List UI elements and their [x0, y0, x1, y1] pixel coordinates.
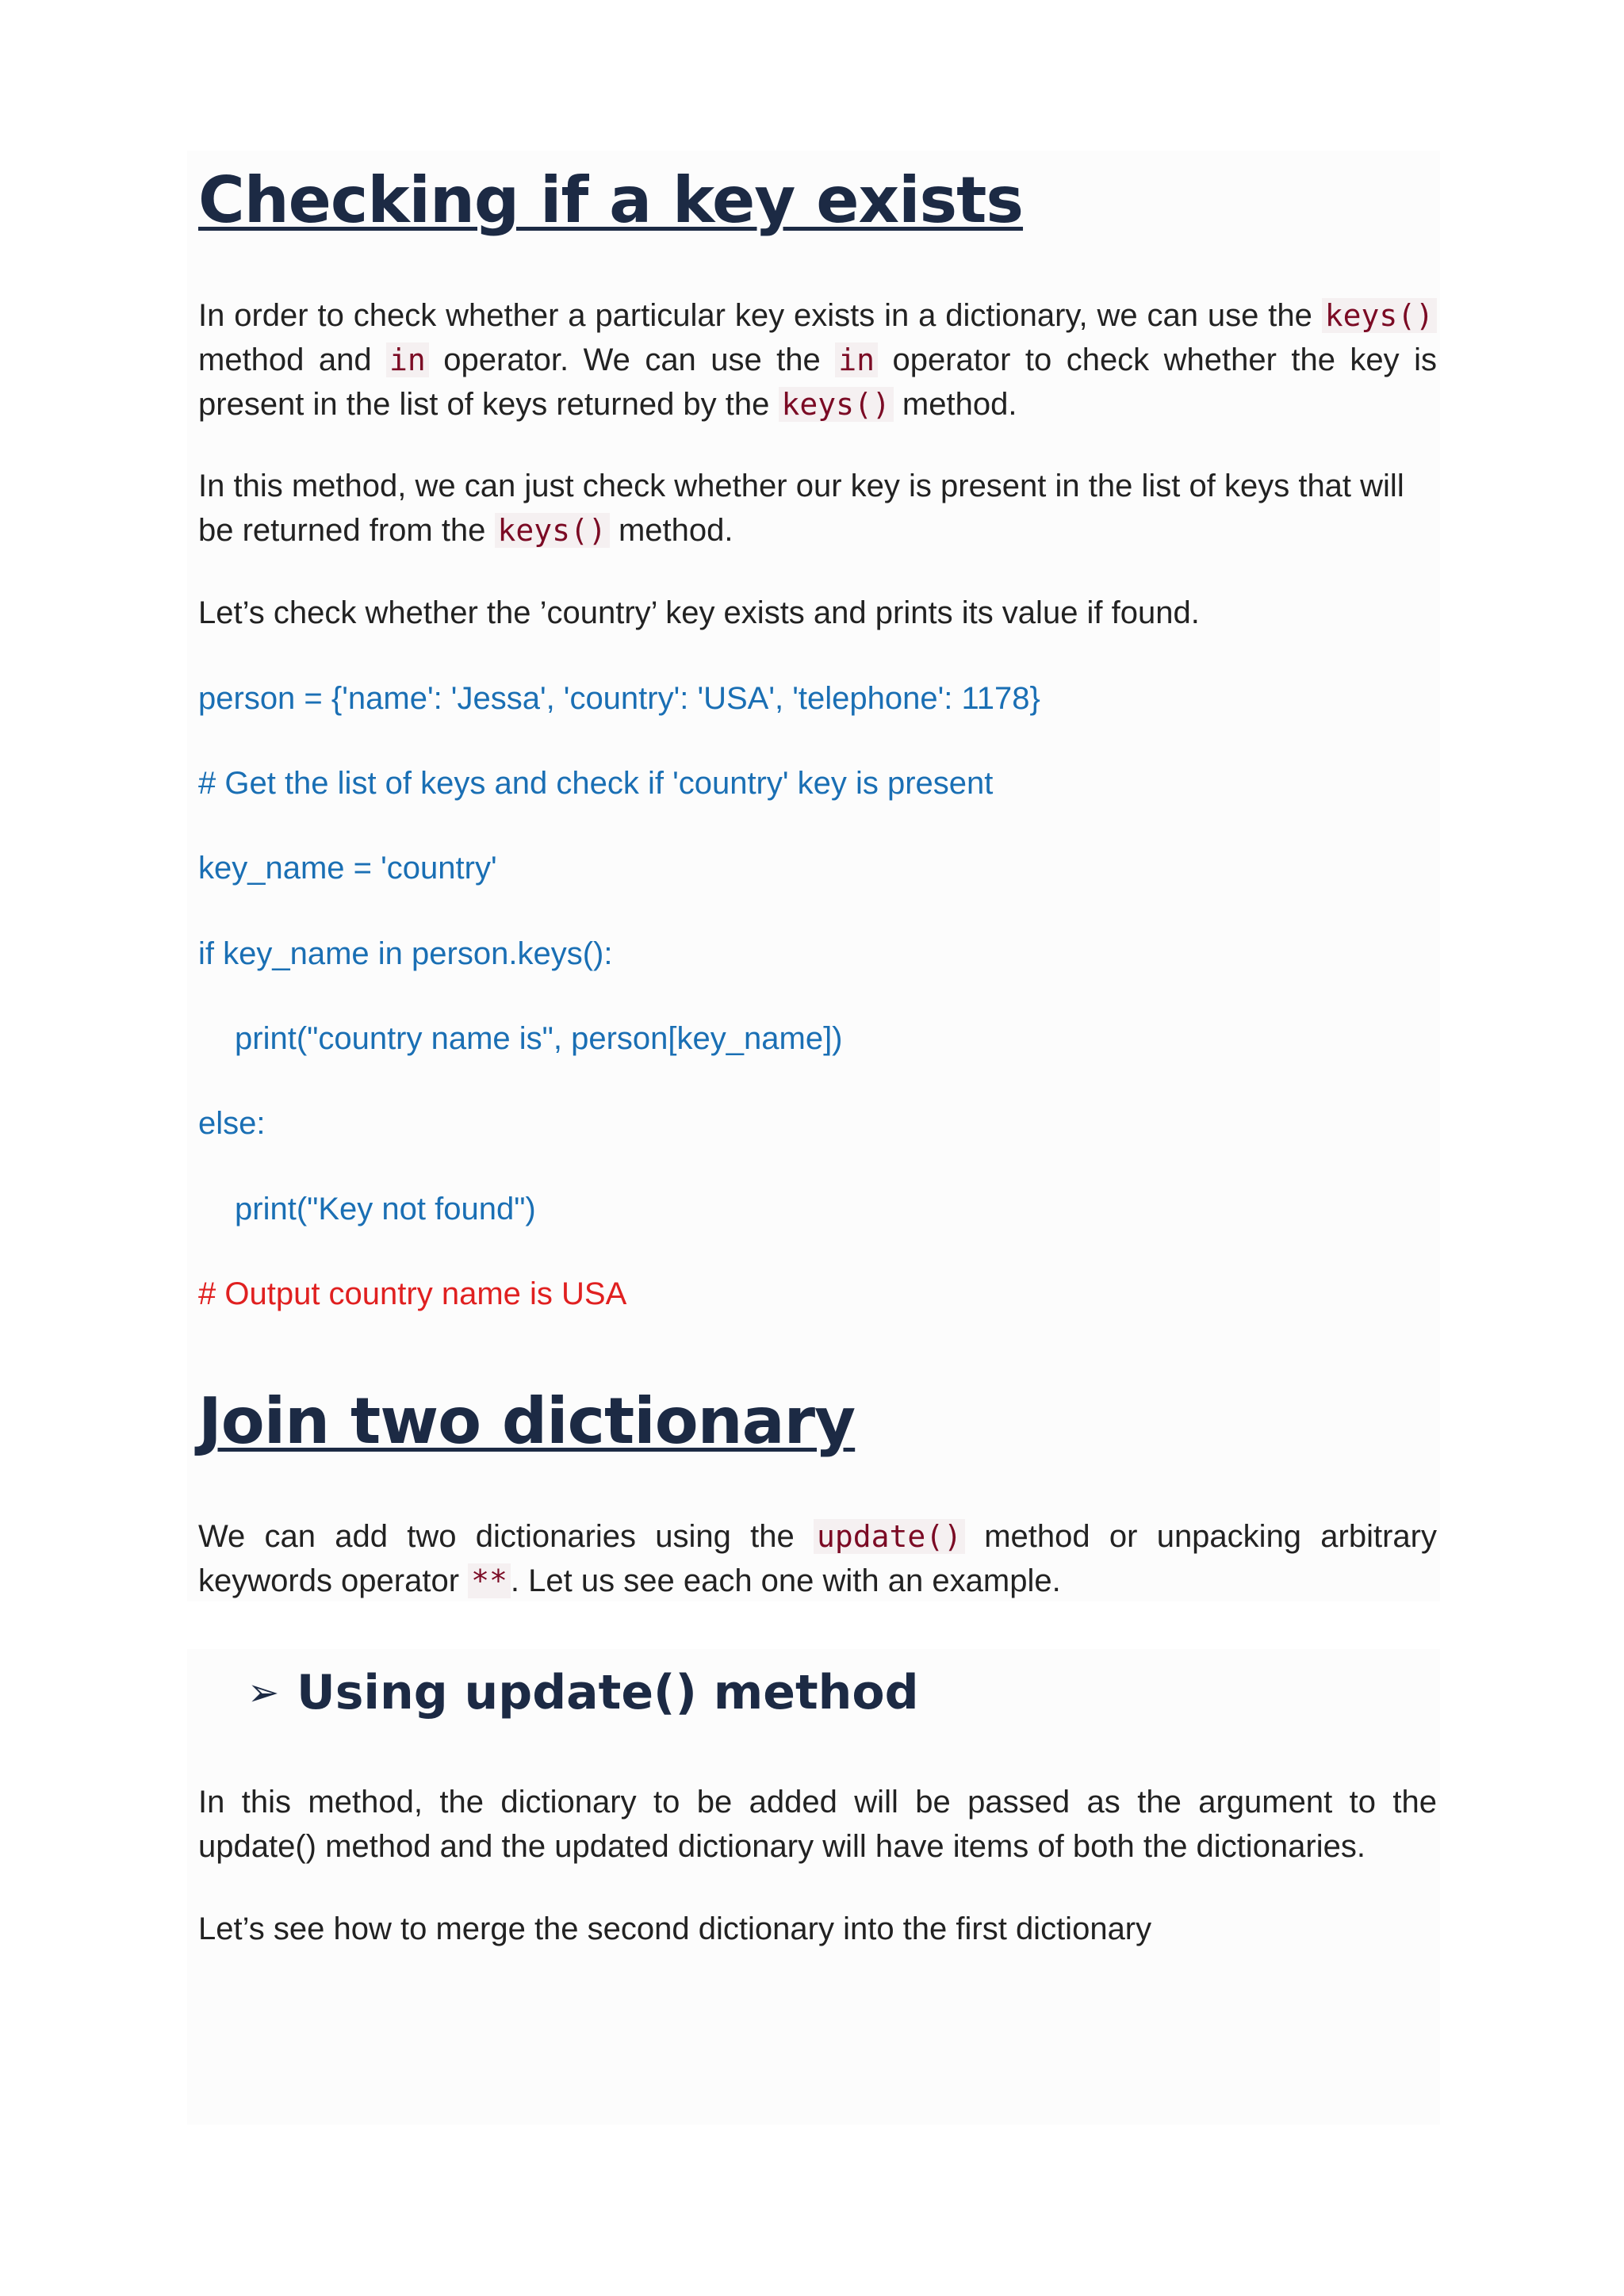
text-run: method and — [198, 342, 387, 377]
code-line-person: person = {'name': 'Jessa', 'country': 'USA', 'telephone': 1178} — [198, 681, 1040, 716]
subsection-title-update — [247, 1661, 919, 1724]
code-line-else: else: — [198, 1106, 266, 1141]
inline-code: keys() — [779, 387, 894, 422]
inline-code: in — [386, 342, 429, 377]
text-run: In order to check whether a particular key exists in a dictionary, we can use the — [198, 298, 1322, 333]
text-run: operator. We can use the — [428, 342, 836, 377]
paragraph-join-intro — [198, 1514, 1437, 1603]
text-run: In this method, we can just check whether our key is present in the list of keys that will be returned from the — [198, 469, 1404, 548]
inline-code: keys() — [1322, 298, 1437, 333]
text-run: method. — [609, 513, 733, 548]
paragraph-update-method: In this method, the dictionary to be added will be passed as the argument to the update() method and the updated dictionary will have items of both the dictionaries. — [198, 1785, 1437, 1864]
paragraph-merge: Let’s see how to merge the second dictionary into the first dictionary — [198, 1911, 1152, 1946]
text-run: method. — [893, 387, 1017, 422]
arrow-bullet-icon: ➢ — [247, 1670, 280, 1715]
section-title-join-dictionary: Join two dictionary — [198, 1384, 856, 1458]
paragraph-lets-check: Let’s check whether the ’country’ key exists and prints its value if found. — [198, 595, 1200, 630]
inline-code: update() — [814, 1519, 965, 1554]
text-run: operator to check whether the key is present in the list of keys returned by the — [198, 342, 1438, 422]
text-run: . Let us see each one with an example. — [510, 1563, 1061, 1598]
code-output-comment: # Output country name is USA — [198, 1276, 627, 1311]
inline-code: in — [835, 342, 878, 377]
paragraph-keys-intro — [198, 293, 1437, 427]
code-line-comment: # Get the list of keys and check if 'country' key is present — [198, 766, 994, 801]
text-run: method or unpacking arbitrary keywords operator — [198, 1519, 1437, 1598]
text-run: We can add two dictionaries using the — [198, 1519, 814, 1554]
code-line-print-found: print("country name is", person[key_name]) — [235, 1021, 843, 1056]
section-title-checking-key: Checking if a key exists — [198, 163, 1024, 237]
code-line-key-name: key_name = 'country' — [198, 851, 497, 886]
code-line-print-not-found: print("Key not found") — [235, 1192, 536, 1226]
subsection-title-text: Using update() method — [297, 1665, 919, 1720]
inline-code: keys() — [495, 513, 610, 548]
paragraph-method-explanation — [198, 464, 1437, 553]
code-line-if: if key_name in person.keys(): — [198, 936, 613, 971]
inline-code: ** — [468, 1563, 511, 1598]
